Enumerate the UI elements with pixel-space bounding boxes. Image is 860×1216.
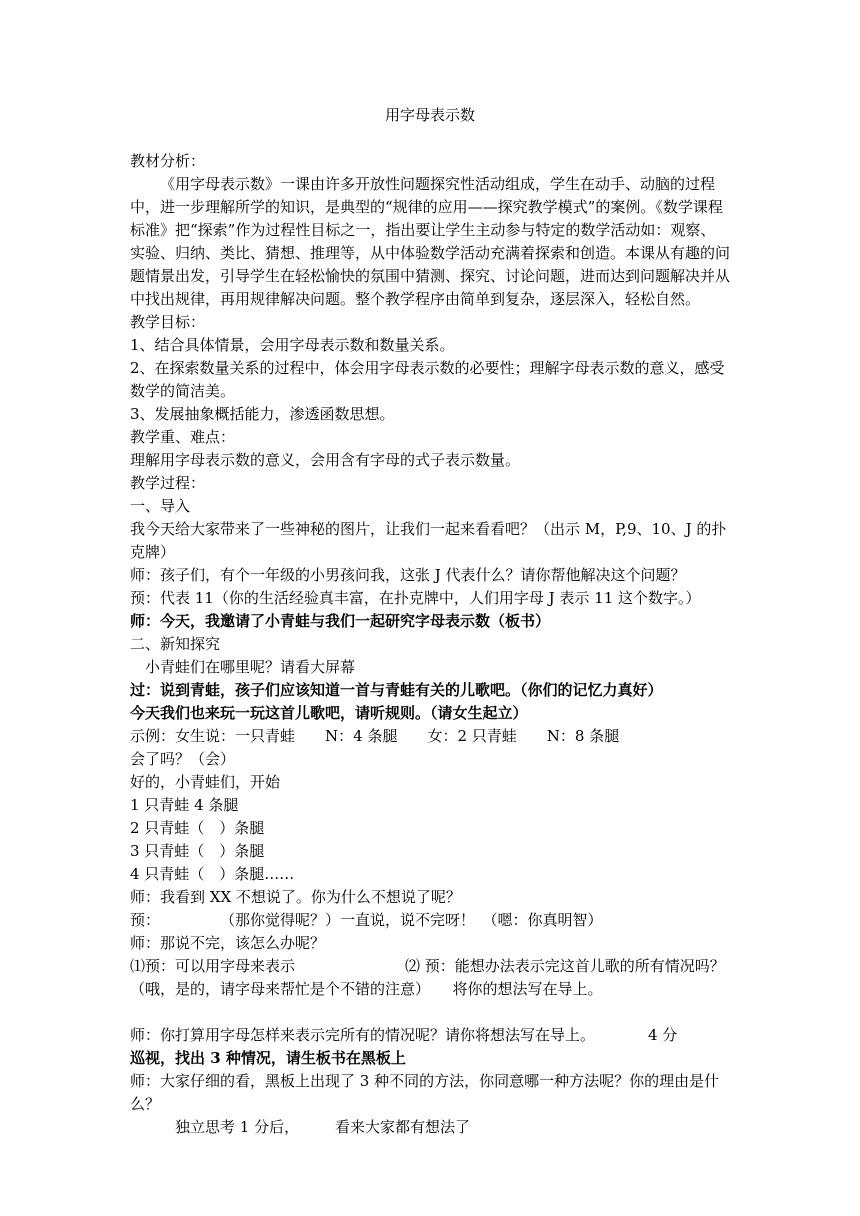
explore-line: 4 只青蛙（ ）条腿……	[130, 865, 295, 883]
goal-item-3: 3、发展抽象概括能力，渗透函数思想。	[130, 405, 395, 423]
part-heading-intro: 一、导入	[130, 497, 191, 515]
explore-line-bold: 过：说到青蛙，孩子们应该知道一首与青蛙有关的儿歌吧。（你们的记忆力真好）	[130, 681, 663, 699]
part-heading-explore: 二、新知探究	[130, 635, 221, 653]
blank-line	[130, 1001, 730, 1024]
intro-line: 预：代表 11（你的生活经验真丰富，在扑克牌中，人们用字母 J 表示 11 这个数字。）	[130, 589, 701, 607]
goal-item-2: 2、在探索数量关系的过程中，体会用字母表示数的必要性；理解字母表示数的意义，感受数学的简洁美。	[130, 359, 725, 400]
explore-line-row	[130, 955, 730, 978]
explore-line-left: 独立思考 1 分后，	[175, 1118, 300, 1136]
explore-line: 预： （那你觉得呢？）一直说，说不完呀！ （嗯：你真明智）	[130, 911, 603, 929]
explore-line-right: 看来大家都有想法了	[335, 1118, 471, 1136]
explore-line-right: 4 分	[648, 1026, 678, 1044]
section-heading-goals: 教学目标：	[130, 313, 206, 331]
section-heading-key-points: 教学重、难点：	[130, 428, 236, 446]
section-heading-process: 教学过程：	[130, 474, 206, 492]
explore-line-row	[130, 1024, 730, 1047]
explore-line: 会了吗？（会）	[130, 750, 236, 768]
explore-line-row	[130, 1116, 730, 1139]
explore-line: （哦，是的，请字母来帮忙是个不错的注意） 将你的想法写在导上。	[130, 980, 603, 998]
explore-line: 3 只青蛙（ ）条腿	[130, 842, 265, 860]
explore-line: 师：大家仔细的看，黑板上出现了 3 种不同的方法，你同意哪一种方法呢？你的理由是什么？	[130, 1072, 720, 1113]
goal-item-1: 1、结合具体情景，会用字母表示数和数量关系。	[130, 336, 455, 354]
explore-line: 师：那说不完，该怎么办呢？	[130, 934, 326, 952]
section-heading-material: 教材分析：	[130, 152, 206, 170]
explore-line-right: ⑵ 预：能想办法表示完这首儿歌的所有情况吗？	[405, 957, 725, 975]
intro-line: 师：孩子们，有个一年级的小男孩问我，这张 J 代表什么？请你帮他解决这个问题？	[130, 566, 686, 584]
explore-line-left: ⑴预：可以用字母来表示	[130, 957, 296, 975]
key-points-text: 理解用字母表示数的意义，会用含有字母的式子表示数量。	[130, 451, 521, 469]
page-title: 用字母表示数	[384, 106, 475, 124]
explore-line: 1 只青蛙 4 条腿	[130, 796, 239, 814]
explore-line: 师：我看到 XX 不想说了。你为什么不想说了呢？	[130, 888, 461, 906]
material-paragraph: 《用字母表示数》一课由许多开放性问题探究性活动组成，学生在动手、动脑的过程中，进一步理解所学的知识，是典型的“规律的应用——探究教学模式”的案例。《数学课程标准》把“探索”作为过程性目标之一，指出要让学生主动参与特定的数学活动如：观察、实验、归纳、类比、猜想、推理等，从中体验数学活动充满着探索和创造。本课从有趣的问题情景出发，引导学生在轻松愉快的氛围中猜测、探究、讨论问题，进而达到问题解决并从中找出规律，再用规律解决问题。整个教学程序由简单到复杂，逐层深入，轻松自然。	[130, 175, 731, 308]
explore-line: 好的，小青蛙们，开始	[130, 773, 281, 791]
explore-line: 小青蛙们在哪里呢？请看大屏幕	[145, 658, 356, 676]
explore-line-bold: 巡视，找出 3 种情况，请生板书在黑板上	[130, 1049, 406, 1067]
explore-line-left: 师：你打算用字母怎样来表示完所有的情况呢？请你将想法写在导上。	[130, 1026, 596, 1044]
intro-line: 我今天给大家带来了一些神秘的图片，让我们一起来看看吧？（出示 M，P,9、10、J 的扑克牌）	[130, 520, 727, 561]
explore-line-bold: 今天我们也来玩一玩这首儿歌吧，请听规则。（请女生起立）	[130, 704, 528, 722]
document-body	[130, 150, 730, 1139]
explore-line: 2 只青蛙（ ）条腿	[130, 819, 265, 837]
explore-line: 示例：女生说：一只青蛙 N：4 条腿 女：2 只青蛙 N：8 条腿	[130, 727, 620, 745]
intro-line-bold: 师：今天，我邀请了小青蛙与我们一起研究字母表示数（板书）	[130, 612, 551, 630]
